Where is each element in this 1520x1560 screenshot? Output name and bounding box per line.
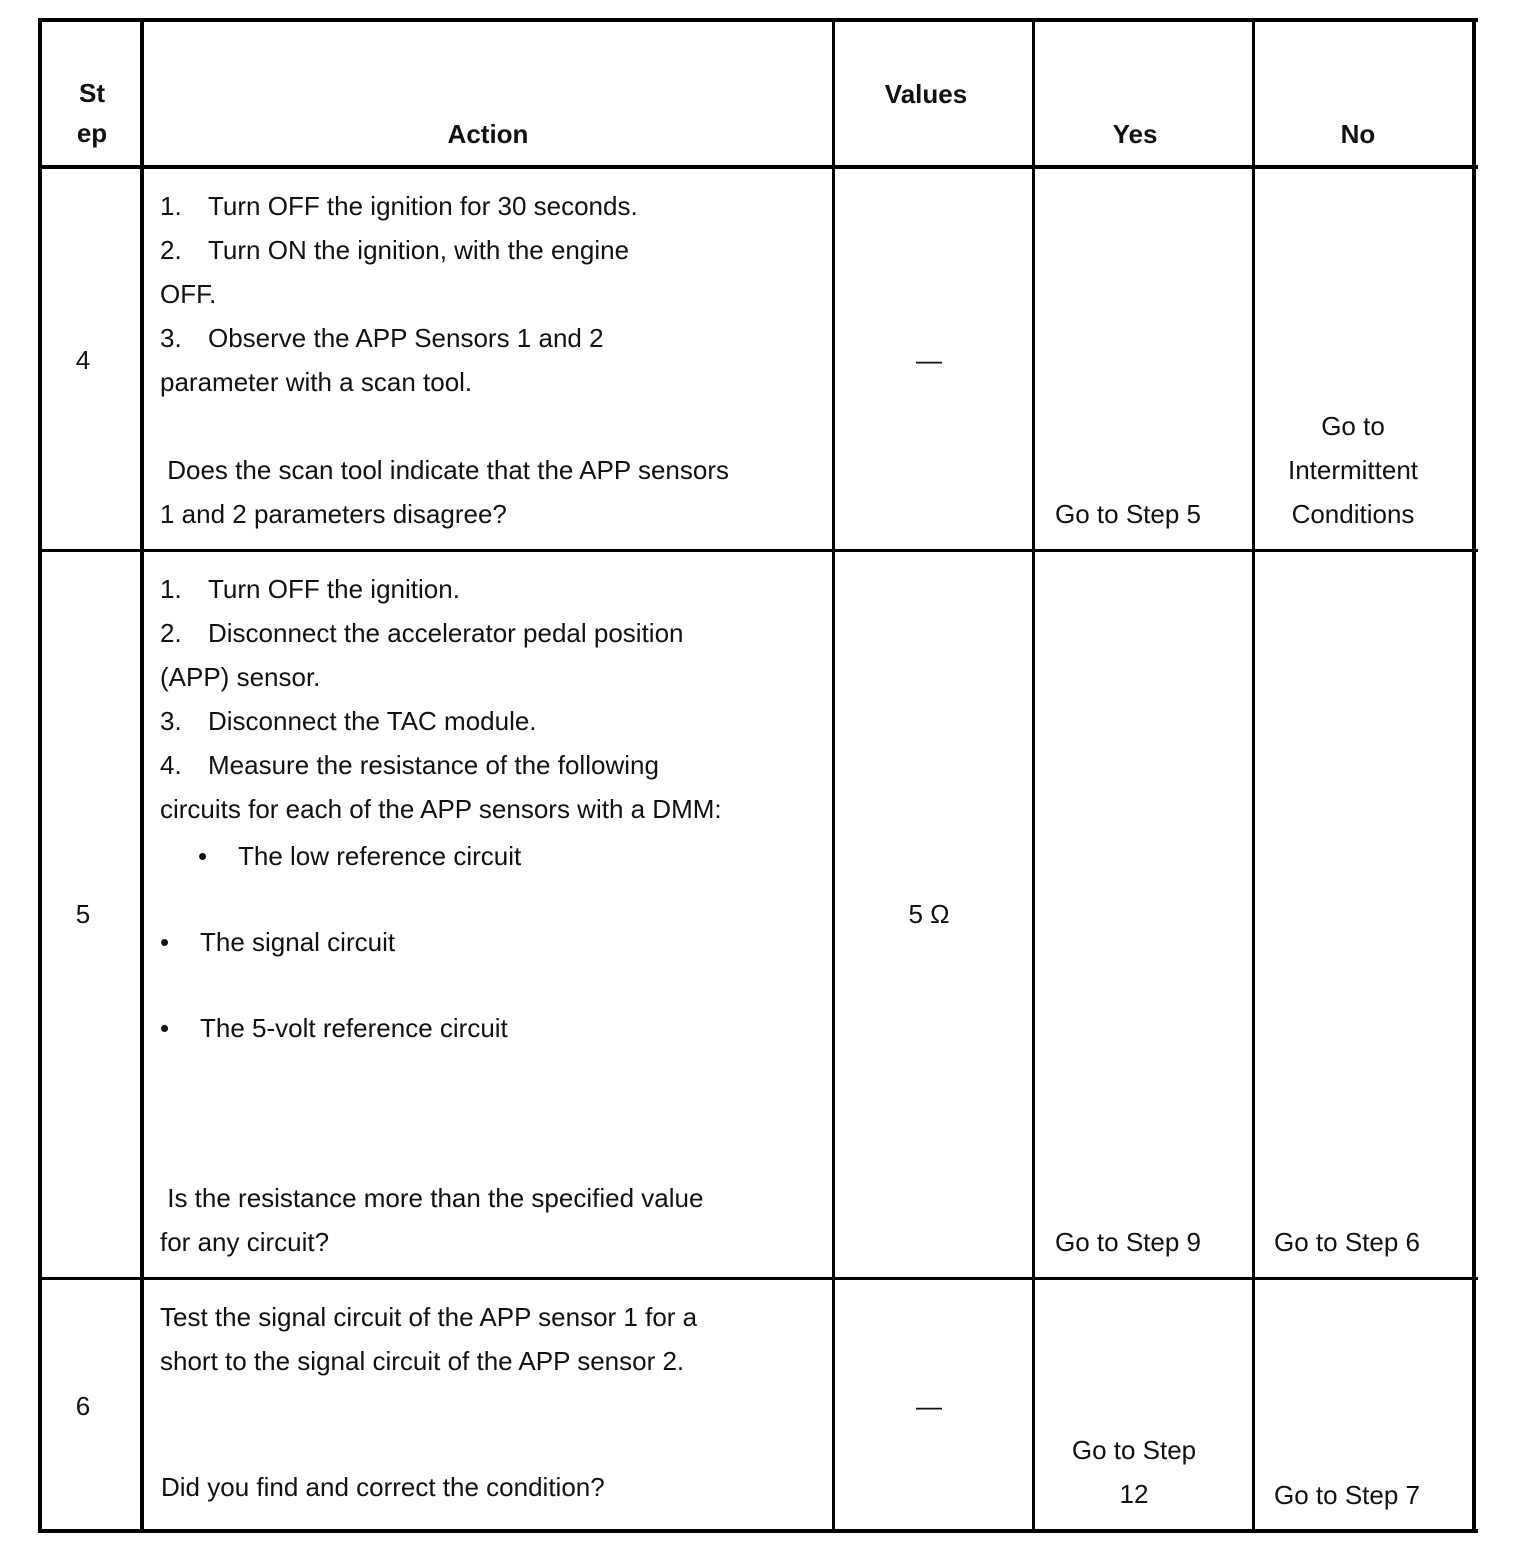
- row-5-no: Go to Step 6: [1274, 1227, 1420, 1257]
- row-5-question: [160, 1176, 830, 1264]
- header-bottom-border: [38, 165, 1478, 169]
- row-5-bullet-3: • The 5-volt reference circuit: [160, 1006, 760, 1050]
- bullet-icon: •: [160, 927, 170, 957]
- row-6-step: 6: [75, 1391, 91, 1421]
- row-6-question: Did you find and correct the condition?: [161, 1472, 605, 1502]
- row-6-action: [160, 1295, 830, 1383]
- row-4-step: 4: [75, 345, 91, 375]
- header-no: No: [1340, 119, 1376, 149]
- row-5-action-item-1: 1. Turn OFF the ignition.: [160, 574, 460, 604]
- col-divider-step-action: [140, 18, 144, 1533]
- table-top-border: [38, 18, 1478, 22]
- col-divider-values-yes: [1032, 18, 1035, 1533]
- row-5-action: [160, 567, 830, 831]
- row-4-no-line-2: Intermittent: [1287, 455, 1419, 485]
- row-5-question-line-1: Is the resistance more than the specified value: [160, 1183, 704, 1213]
- header-step-line2: ep: [76, 118, 108, 148]
- row-6-value: —: [916, 1391, 942, 1421]
- row-5-bottom-border: [38, 1277, 1478, 1280]
- row-4-action-item-3-cont: parameter with a scan tool.: [160, 367, 473, 397]
- row-5-step: 5: [75, 899, 91, 929]
- col-divider-yes-no: [1252, 18, 1255, 1533]
- row-6-action-line-1: Test the signal circuit of the APP sensor 1 for a: [160, 1302, 698, 1332]
- row-4-action-item-2: 2. Turn ON the ignition, with the engine: [160, 235, 630, 265]
- row-5-action-item-2-cont: (APP) sensor.: [160, 662, 321, 692]
- header-action: Action: [447, 119, 529, 149]
- row-4-no-line-3: Conditions: [1291, 499, 1415, 529]
- row-4-question-line-1: Does the scan tool indicate that the APP sensors: [160, 455, 729, 485]
- row-5-action-item-4: 4. Measure the resistance of the following: [160, 750, 659, 780]
- table-bottom-border: [38, 1529, 1478, 1533]
- row-6-no: Go to Step 7: [1274, 1480, 1420, 1510]
- bullet-icon: •: [160, 1013, 170, 1043]
- row-5-action-item-2: 2. Disconnect the accelerator pedal position: [160, 618, 684, 648]
- row-4-action: [160, 184, 830, 536]
- row-6-yes: [1035, 1428, 1233, 1516]
- row-5-bullet-2: • The signal circuit: [160, 920, 760, 964]
- row-4-question-line-2: 1 and 2 parameters disagree?: [160, 499, 507, 529]
- header-step-line1: St: [79, 78, 105, 108]
- row-5-question-line-2: for any circuit?: [160, 1227, 330, 1257]
- header-values: Values: [884, 79, 968, 109]
- col-divider-action-values: [832, 18, 835, 1533]
- row-4-no-line-1: Go to: [1321, 411, 1385, 441]
- header-step: [44, 73, 140, 153]
- bullet-icon: •: [198, 841, 208, 871]
- row-4-yes: Go to Step 5: [1055, 499, 1201, 529]
- table-left-border: [38, 18, 42, 1533]
- row-4-value: —: [916, 345, 942, 375]
- row-6-yes-line-1: Go to Step: [1071, 1435, 1197, 1465]
- row-4-action-item-3: 3. Observe the APP Sensors 1 and 2: [160, 323, 604, 353]
- row-4-action-item-1: 1. Turn OFF the ignition for 30 seconds.: [160, 191, 638, 221]
- row-5-action-item-4-cont: circuits for each of the APP sensors with a DMM:: [160, 794, 722, 824]
- row-4-no: [1256, 404, 1450, 536]
- row-5-action-item-3: 3. Disconnect the TAC module.: [160, 706, 537, 736]
- row-5-value: 5 Ω: [908, 899, 950, 929]
- row-5-yes: Go to Step 9: [1055, 1227, 1201, 1257]
- row-5-bullet-1: • The low reference circuit: [198, 834, 798, 878]
- table-right-border: [1472, 18, 1476, 1533]
- row-6-action-line-2: short to the signal circuit of the APP sensor 2.: [160, 1346, 685, 1376]
- row-4-bottom-border: [38, 549, 1478, 552]
- header-yes: Yes: [1112, 119, 1158, 149]
- row-6-yes-line-2: 12: [1119, 1479, 1149, 1509]
- row-4-action-item-2-cont: OFF.: [160, 279, 217, 309]
